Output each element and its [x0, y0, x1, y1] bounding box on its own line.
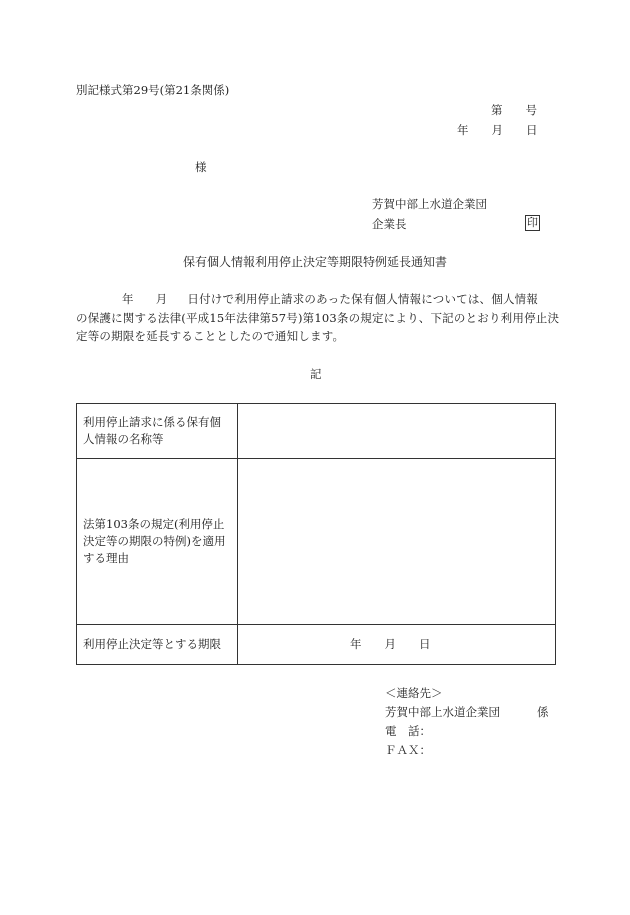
- details-table: [76, 403, 556, 665]
- body-paragraph-line-1: [76, 294, 538, 306]
- body-paragraph-line-3: 定等の期限を延長することとしたので通知します。: [76, 329, 345, 343]
- contact-heading: ＜連絡先＞: [385, 686, 443, 700]
- info-name-label: 利用停止請求に係る保有個人情報の名称等: [77, 404, 238, 459]
- contact-organization: 芳賀中部上水道企業団: [385, 705, 500, 719]
- ki-heading: 記: [310, 367, 322, 381]
- body-month: 月: [155, 292, 168, 306]
- document-title: 保有個人情報利用停止決定等期限特例延長通知書: [183, 255, 448, 269]
- deadline-date: 年 月 日: [238, 625, 556, 665]
- table-row: [77, 625, 556, 665]
- body-year: 年: [122, 292, 134, 306]
- body-paragraph-line-2: の保護に関する法律(平成15年法律第57号)第103条の規定により、下記のとおり利用停止決: [76, 311, 560, 325]
- issue-date: 年 月 日: [457, 123, 538, 137]
- table-row: [77, 459, 556, 625]
- recipient-honorific: 様: [195, 160, 207, 174]
- info-name-field: [238, 404, 556, 459]
- reason-field: [238, 459, 556, 625]
- table-row: [77, 404, 556, 459]
- deadline-label: 利用停止決定等とする期限: [77, 625, 238, 665]
- body-line-1-text: 日付けで利用停止請求のあった保有個人情報については、個人情報: [187, 292, 539, 306]
- reason-label: 法第103条の規定(利用停止決定等の期限の特例)を適用する理由: [77, 459, 238, 625]
- contact-fax-label: ＦＡＸ：: [385, 743, 431, 757]
- contact-section: 係: [537, 705, 549, 719]
- contact-phone-label: 電 話：: [385, 724, 431, 738]
- form-number: 別記様式第29号(第21条関係): [76, 83, 230, 97]
- sender-organization: 芳賀中部上水道企業団: [372, 197, 487, 211]
- sender-title: 企業長: [372, 217, 407, 231]
- document-number: 第 号: [491, 103, 537, 117]
- official-seal-mark: 印: [527, 216, 538, 229]
